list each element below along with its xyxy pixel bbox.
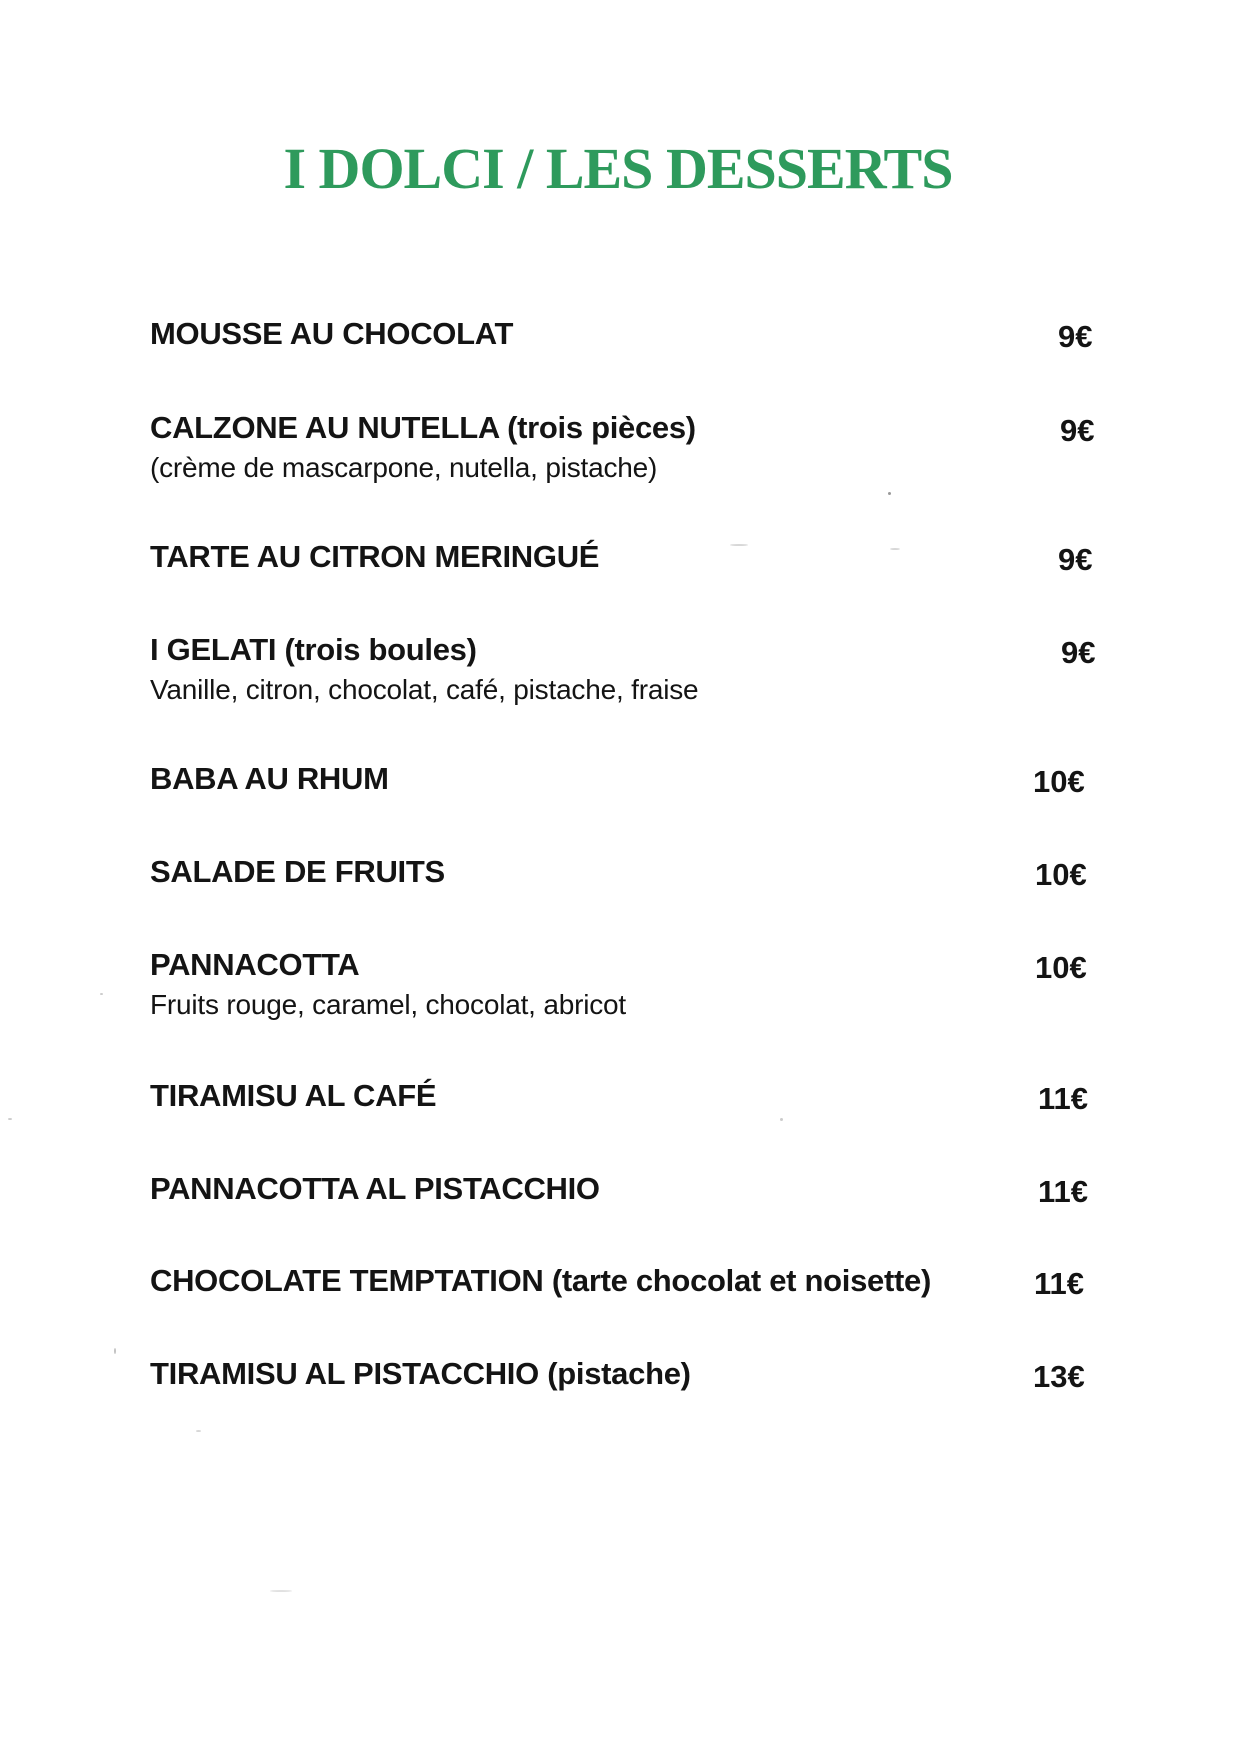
item-price: 10€: [1033, 764, 1085, 799]
item-name: TIRAMISU AL CAFÉ: [150, 1078, 437, 1113]
scan-speck: [100, 993, 103, 995]
scan-speck: [114, 1348, 116, 1354]
scan-speck: [888, 492, 891, 495]
item-price: 10€: [1035, 950, 1087, 985]
item-name: TIRAMISU AL PISTACCHIO (pistache): [150, 1356, 691, 1391]
item-name: BABA AU RHUM: [150, 761, 389, 796]
item-price: 10€: [1035, 857, 1087, 892]
item-name: CALZONE AU NUTELLA (trois pièces): [150, 410, 696, 445]
item-name: I GELATI (trois boules): [150, 632, 477, 667]
item-price: 9€: [1058, 542, 1093, 577]
scan-speck: [8, 1118, 12, 1120]
item-description: Fruits rouge, caramel, chocolat, abricot: [150, 989, 626, 1020]
item-price: 9€: [1061, 635, 1096, 670]
item-price: 11€: [1038, 1174, 1089, 1209]
item-name: MOUSSE AU CHOCOLAT: [150, 316, 514, 351]
item-name: TARTE AU CITRON MERINGUÉ: [150, 539, 600, 574]
item-name: SALADE DE FRUITS: [150, 854, 445, 889]
item-name: PANNACOTTA: [150, 947, 360, 982]
scan-speck: [730, 544, 748, 546]
item-price: 9€: [1058, 319, 1093, 354]
menu-title: I DOLCI / LES DESSERTS: [283, 136, 953, 201]
scan-speck: [780, 1118, 783, 1121]
item-description: (crème de mascarpone, nutella, pistache): [150, 452, 658, 483]
item-price: 11€: [1034, 1266, 1085, 1301]
item-name: PANNACOTTA AL PISTACCHIO: [150, 1171, 600, 1206]
scan-speck: [196, 1430, 201, 1432]
item-price: 11€: [1038, 1081, 1089, 1116]
scan-speck: [890, 548, 900, 550]
scan-speck: [270, 1590, 292, 1592]
item-price: 9€: [1060, 413, 1095, 448]
item-name: CHOCOLATE TEMPTATION (tarte chocolat et noisette): [150, 1263, 931, 1298]
item-price: 13€: [1033, 1359, 1085, 1394]
item-description: Vanille, citron, chocolat, café, pistache, fraise: [150, 674, 699, 705]
